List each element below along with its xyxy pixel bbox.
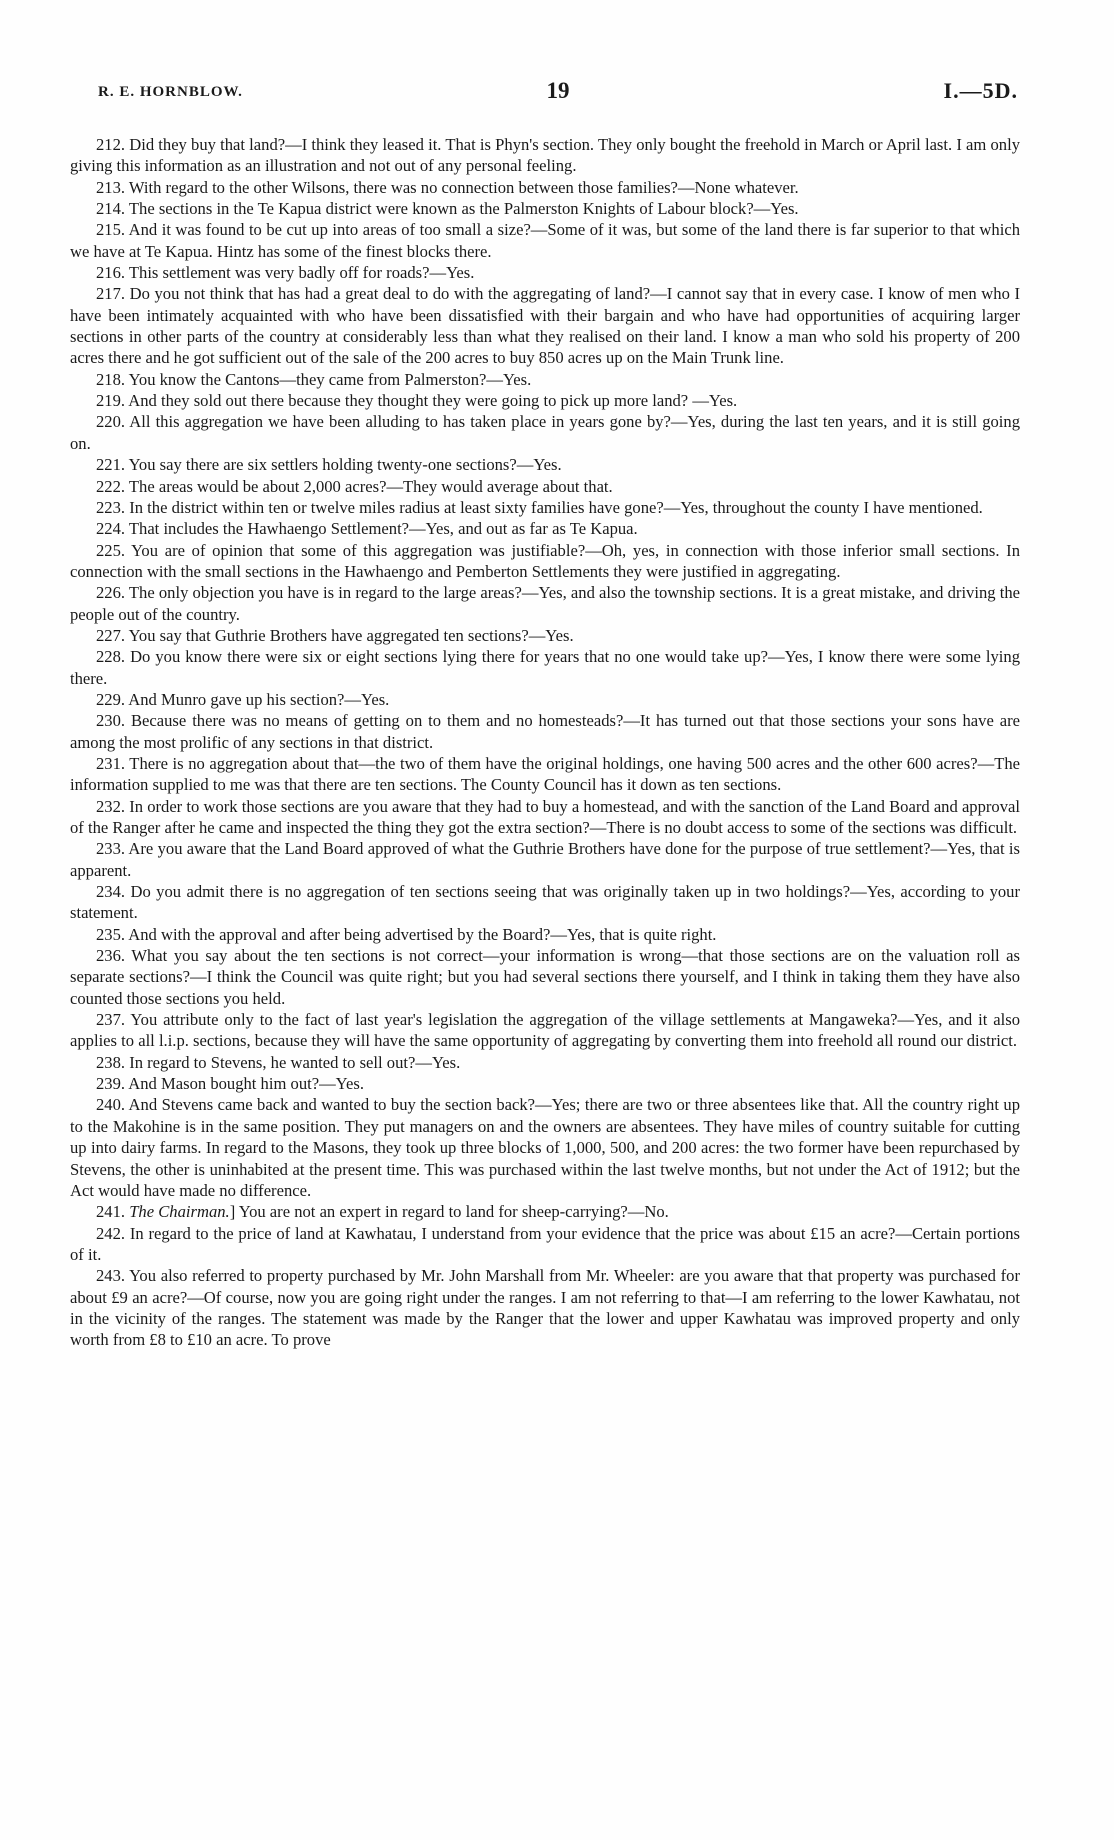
paragraph-238: 238. In regard to Stevens, he wanted to sell out?—Yes. (96, 1052, 461, 1072)
paragraph-212: 212. Did they buy that land?—I think they leased it. That is Phyn's section. They only bought the freehold in March or April last. I am only giving this information as an illustration and not out of any personal feeling. (70, 135, 1020, 176)
paragraph-227: 227. You say that Guthrie Brothers have aggregated ten sections?—Yes. (96, 625, 574, 645)
paragraph-218: 218. You know the Cantons—they came from Palmerston?—Yes. (96, 369, 532, 389)
paragraph-224: 224. That includes the Hawhaengo Settlement?—Yes, and out as far as Te Kapua. (96, 519, 638, 539)
question-number: 241. (96, 1202, 130, 1222)
paragraph-240: 240. And Stevens came back and wanted to buy the section back?—Yes; there are two or three absentees like that. All the country right up to the Makohine is in the same position. They put managers on and the owners are absentees. They have miles of country suitable for cutting up into dairy farms. In regard to the Masons, they took up three blocks of 1,000, 500, and 200 acres: the two former have been repurchased by Stevens, the other is uninhabited at the present time. This was purchased within the last twelve months, but not under the Act of 1912; but the Act would have made no difference. (70, 1095, 1020, 1200)
page-number: 19 (546, 78, 570, 103)
paragraph-217: 217. Do you not think that has had a great deal to do with the aggregating of land?—I cannot say that in every case. I know of men who I have been intimately acquainted with who have been dissatisfied with their bargain and who have had opportunities of acquiring larger sections in other parts of the country at considerably less than what they realised on their land. I know a man who sold his property of 200 acres there and he got sufficient out of the sale of the 200 acres to buy 850 acres up on the Main Trunk line. (70, 284, 1020, 368)
paragraph-216: 216. This settlement was very badly off for roads?—Yes. (96, 263, 475, 283)
paragraph-220: 220. All this aggregation we have been alluding to has taken place in years gone by?—Yes, during the last ten years, and it is still going on. (70, 412, 1020, 453)
paragraph-229: 229. And Munro gave up his section?—Yes. (96, 689, 390, 709)
paragraph-215: 215. And it was found to be cut up into areas of too small a size?—Some of it was, but some of the land there is far superior to that which we have at Te Kapua. Hintz has some of the finest blocks there. (70, 220, 1020, 261)
paragraph-243: 243. You also referred to property purchased by Mr. John Marshall from Mr. Wheeler: are you aware that that property was purchased for about £9 an acre?—Of course, now you are going right under the ranges. I am not referring to that—I am referring to the lower Kawhatau, not in the vicinity of the ranges. The statement was made by the Ranger that the lower and upper Kawhatau was improved property and only worth from £8 to £10 an acre. To prove (70, 1266, 1020, 1350)
paragraph-241 (70, 1201, 1020, 1222)
paragraph-219: 219. And they sold out there because they thought they were going to pick up more land? —Yes. (96, 391, 738, 411)
paragraph-233: 233. Are you aware that the Land Board approved of what the Guthrie Brothers have done for the purpose of true settlement?—Yes, that is apparent. (70, 839, 1020, 880)
paragraph-236: 236. What you say about the ten sections is not correct—your information is wrong—that those sections are on the valuation roll as separate sections?—I think the Council was quite right; but you had several sections there yourself, and I think in taking them they have also counted those sections you held. (70, 946, 1020, 1008)
question-text: ] You are not an expert in regard to land for sheep-carrying?—No. (229, 1202, 669, 1222)
paragraph-230: 230. Because there was no means of getting on to them and no homesteads?—It has turned out that those sections your sons have are among the most prolific of any sections in that district. (70, 711, 1020, 752)
paragraph-234: 234. Do you admit there is no aggregation of ten sections seeing that was originally taken up in two holdings?—Yes, according to your statement. (70, 882, 1020, 923)
paragraph-221: 221. You say there are six settlers holding twenty-one sections?—Yes. (96, 455, 562, 475)
testimony-body (70, 134, 1020, 1351)
paragraph-228: 228. Do you know there were six or eight sections lying there for years that no one would take up?—Yes, I know there were some lying there. (70, 647, 1020, 688)
paragraph-239: 239. And Mason bought him out?—Yes. (96, 1074, 364, 1094)
paragraph-235: 235. And with the approval and after being advertised by the Board?—Yes, that is quite right. (96, 924, 717, 944)
witness-name: R. E. HORNBLOW. (98, 84, 243, 100)
page-header (98, 78, 1018, 108)
paragraph-225: 225. You are of opinion that some of this aggregation was justifiable?—Oh, yes, in connection with those inferior small sections. In connection with the small sections in the Hawhaengo and Pemberton Settlements they were justified in aggregating. (70, 540, 1020, 581)
paragraph-232: 232. In order to work those sections are you aware that they had to buy a homestead, and with the sanction of the Land Board and approval of the Ranger after he came and inspected the thing they got the extra section?—There is no doubt access to some of the sections was difficult. (70, 796, 1020, 837)
paragraph-237: 237. You attribute only to the fact of last year's legislation the aggregation of the village settlements at Mangaweka?—Yes, and it also applies to all l.i.p. sections, because they will have the same opportunity of aggregating by converting them into freehold all round our district. (70, 1010, 1020, 1051)
paragraph-214: 214. The sections in the Te Kapua district were known as the Palmerston Knights of Labour block?—Yes. (96, 199, 799, 219)
paragraph-223: 223. In the district within ten or twelve miles radius at least sixty families have gone?—Yes, throughout the county I have mentioned. (96, 497, 983, 517)
paragraph-222: 222. The areas would be about 2,000 acres?—They would average about that. (96, 476, 613, 496)
paragraph-242: 242. In regard to the price of land at Kawhatau, I understand from your evidence that the price was about £15 an acre?—Certain portions of it. (70, 1223, 1020, 1264)
paragraph-231: 231. There is no aggregation about that—the two of them have the original holdings, one having 500 acres and the other 600 acres?—The information supplied to me was that there are ten sections. The County Council has it down as ten sections. (70, 753, 1020, 795)
paragraph-213: 213. With regard to the other Wilsons, there was no connection between those families?—None whatever. (96, 177, 799, 197)
paper-reference: I.—5D. (943, 78, 1018, 103)
speaker-name: The Chairman. (129, 1202, 230, 1222)
paragraph-226: 226. The only objection you have is in regard to the large areas?—Yes, and also the township sections. It is a great mistake, and driving the people out of the country. (70, 583, 1020, 624)
